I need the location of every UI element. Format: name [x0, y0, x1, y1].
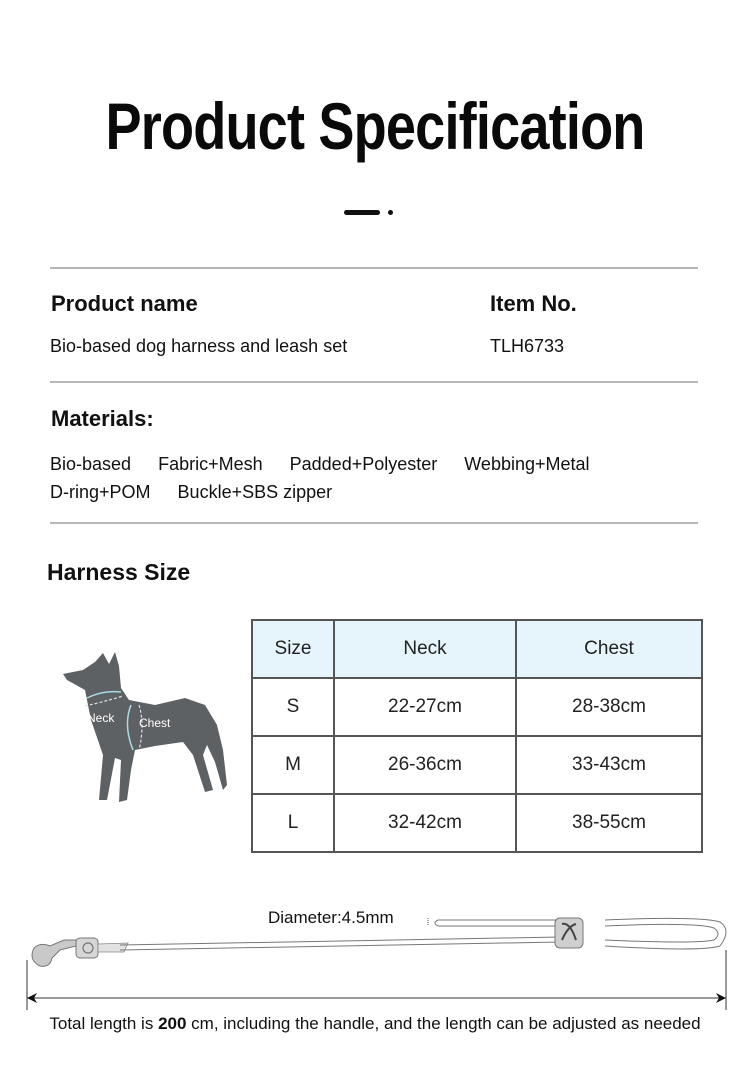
header-size: Size — [252, 620, 334, 678]
svg-text:Neck: Neck — [87, 711, 115, 725]
table-row — [252, 678, 702, 736]
harness-size-table — [251, 619, 703, 853]
materials-label: Materials: — [51, 406, 154, 431]
cell-size: S — [252, 678, 334, 736]
title-underline-dot — [388, 210, 393, 215]
divider — [50, 267, 698, 269]
table-row — [252, 736, 702, 794]
material-item: D-ring+POM — [50, 482, 151, 502]
dog-measurement-diagram-icon — [55, 650, 235, 815]
divider — [50, 381, 698, 383]
cell-neck: 22-27cm — [334, 678, 516, 736]
total-length-suffix: cm, including the handle, and the length can be adjusted as needed — [186, 1014, 701, 1033]
cell-chest: 33-43cm — [516, 736, 702, 794]
material-item: Webbing+Metal — [464, 454, 590, 474]
total-length-note — [0, 1014, 750, 1034]
cell-neck: 32-42cm — [334, 794, 516, 852]
table-header-row — [252, 620, 702, 678]
product-name-value: Bio-based dog harness and leash set — [50, 336, 348, 356]
header-neck: Neck — [334, 620, 516, 678]
table-row — [252, 794, 702, 852]
svg-text:Chest: Chest — [139, 716, 171, 730]
divider — [50, 522, 698, 524]
diameter-label: Diameter:4.5mm — [268, 908, 394, 927]
cell-chest: 38-55cm — [516, 794, 702, 852]
item-no-label: Item No. — [490, 291, 577, 316]
title-underline-dash — [344, 210, 380, 215]
product-name-label: Product name — [51, 291, 198, 316]
total-length-prefix: Total length is — [49, 1014, 159, 1033]
material-item: Bio-based — [50, 454, 132, 474]
material-item: Buckle+SBS zipper — [177, 482, 333, 502]
material-item: Fabric+Mesh — [158, 454, 263, 474]
cell-size: L — [252, 794, 334, 852]
cell-neck: 26-36cm — [334, 736, 516, 794]
materials-list — [50, 450, 690, 506]
cell-chest: 28-38cm — [516, 678, 702, 736]
total-length-value: 200 — [158, 1014, 187, 1033]
harness-size-title: Harness Size — [47, 559, 191, 585]
material-item: Padded+Polyester — [289, 454, 438, 474]
cell-size: M — [252, 736, 334, 794]
header-chest: Chest — [516, 620, 702, 678]
item-no-value: TLH6733 — [490, 336, 565, 356]
page-title: Product Specification — [105, 89, 645, 163]
